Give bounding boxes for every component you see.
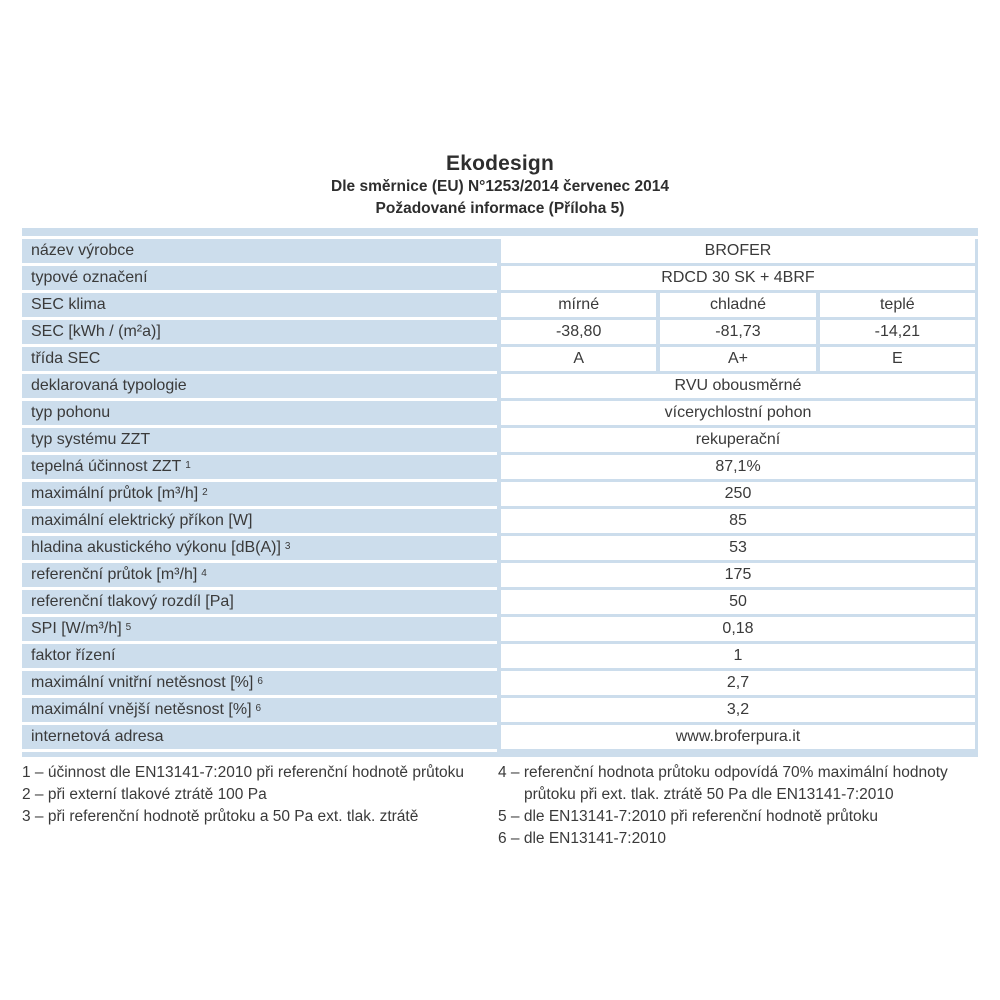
table-row <box>22 428 978 455</box>
value-cell: teplé <box>820 293 975 317</box>
value-cell: 85 <box>501 509 975 533</box>
row-label <box>22 590 497 617</box>
document-header <box>0 152 1000 220</box>
row-label <box>22 644 497 671</box>
value-cell: 0,18 <box>501 617 975 641</box>
value-cell: www.broferpura.it <box>501 725 975 749</box>
value-cell: mírné <box>501 293 656 317</box>
row-values <box>497 293 978 320</box>
row-values <box>497 509 978 536</box>
table-row <box>22 563 978 590</box>
row-label <box>22 293 497 320</box>
value-cell: A <box>501 347 656 371</box>
row-values <box>497 428 978 455</box>
table-row <box>22 644 978 671</box>
row-values <box>497 347 978 374</box>
table-row <box>22 347 978 374</box>
row-values <box>497 698 978 725</box>
row-label: tepelná účinnost ZZT 1 <box>22 455 497 482</box>
row-label-text: referenční průtok [m³/h] <box>31 566 198 583</box>
value-cell: -81,73 <box>660 320 815 344</box>
row-label: maximální vnější netěsnost [%] 6 <box>22 698 497 725</box>
row-values <box>497 671 978 698</box>
row-values <box>497 536 978 563</box>
row-label-text: deklarovaná typologie <box>31 377 187 394</box>
row-label <box>22 725 497 752</box>
row-values <box>497 401 978 428</box>
table-row <box>22 536 978 563</box>
row-values <box>497 266 978 293</box>
row-label-text: referenční tlakový rozdíl [Pa] <box>31 593 234 610</box>
row-label <box>22 239 497 266</box>
table-row <box>22 293 978 320</box>
value-cell: 87,1% <box>501 455 975 479</box>
row-values <box>497 482 978 509</box>
row-label <box>22 509 497 536</box>
value-cell: 1 <box>501 644 975 668</box>
row-values <box>497 320 978 347</box>
footnote-item: 5 – dle EN13141-7:2010 při referenční hodnotě průtoku <box>498 808 879 825</box>
row-label-text: maximální průtok [m³/h] <box>31 485 199 502</box>
row-label-text: SEC klima <box>31 296 106 313</box>
row-values <box>497 725 978 752</box>
row-label-text: maximální vnitřní netěsnost [%] <box>31 674 254 691</box>
row-label-text: tepelná účinnost ZZT <box>31 458 182 475</box>
footnote-item: 4 – referenční hodnota průtoku odpovídá 70% maximální hodnoty průtoku při ext. tlak. ztrátě 50 Pa dle EN13141-7:2010 <box>498 764 948 803</box>
table-row <box>22 455 978 482</box>
value-cell: -14,21 <box>820 320 975 344</box>
table-row <box>22 698 978 725</box>
row-label-text: faktor řízení <box>31 647 116 664</box>
footnotes <box>22 762 984 850</box>
ecodesign-spec-table <box>22 228 978 757</box>
value-cell: RDCD 30 SK + 4BRF <box>501 266 975 290</box>
value-cell: -38,80 <box>501 320 656 344</box>
table-row <box>22 320 978 347</box>
row-label-text: název výrobce <box>31 242 135 259</box>
row-label-text: maximální elektrický příkon [W] <box>31 512 253 529</box>
table-row <box>22 509 978 536</box>
row-values <box>497 617 978 644</box>
row-label-text: typ systému ZZT <box>31 431 151 448</box>
footnote-item: 1 – účinnost dle EN13141-7:2010 při referenční hodnotě průtoku <box>22 764 465 781</box>
table-row <box>22 482 978 509</box>
row-values <box>497 455 978 482</box>
row-values <box>497 644 978 671</box>
row-label <box>22 347 497 374</box>
value-cell: 50 <box>501 590 975 614</box>
directive-subtitle: Dle směrnice (EU) N°1253/2014 červenec 2014 <box>331 178 669 195</box>
table-row <box>22 266 978 293</box>
table-row <box>22 590 978 617</box>
row-values <box>497 563 978 590</box>
value-cell: rekuperační <box>501 428 975 452</box>
value-cell: vícerychlostní pohon <box>501 401 975 425</box>
row-label-text: třída SEC <box>31 350 101 367</box>
row-label-text: internetová adresa <box>31 728 164 745</box>
row-label-text: typ pohonu <box>31 404 111 421</box>
table-row <box>22 401 978 428</box>
row-label: hladina akustického výkonu [dB(A)] 3 <box>22 536 497 563</box>
spec-table-body <box>22 236 978 752</box>
footnotes-column-left <box>22 762 474 850</box>
row-label <box>22 428 497 455</box>
row-values <box>497 590 978 617</box>
row-label-text: hladina akustického výkonu [dB(A)] <box>31 539 281 556</box>
row-label-text: SEC [kWh / (m²a)] <box>31 323 161 340</box>
value-cell: BROFER <box>501 239 975 263</box>
row-label: SPI [W/m³/h] 5 <box>22 617 497 644</box>
table-row <box>22 725 978 752</box>
value-cell: E <box>820 347 975 371</box>
row-label: referenční průtok [m³/h] 4 <box>22 563 497 590</box>
row-label-text: maximální vnější netěsnost [%] <box>31 701 252 718</box>
table-row <box>22 239 978 266</box>
footnote-item: 6 – dle EN13141-7:2010 <box>498 830 667 847</box>
footnote-item: 2 – při externí tlakové ztrátě 100 Pa <box>22 786 267 803</box>
footnote-item: 3 – při referenční hodnotě průtoku a 50 Pa ext. tlak. ztrátě <box>22 808 419 825</box>
value-cell: 2,7 <box>501 671 975 695</box>
page-title: Ekodesign <box>446 152 554 175</box>
footnotes-column-right <box>498 762 988 850</box>
table-row <box>22 671 978 698</box>
value-cell: 250 <box>501 482 975 506</box>
row-label <box>22 266 497 293</box>
table-row <box>22 374 978 401</box>
value-cell: RVU obousměrné <box>501 374 975 398</box>
value-cell: chladné <box>660 293 815 317</box>
row-label: maximální vnitřní netěsnost [%] 6 <box>22 671 497 698</box>
row-values <box>497 239 978 266</box>
row-label <box>22 320 497 347</box>
row-label-text: SPI [W/m³/h] <box>31 620 122 637</box>
annex-subtitle: Požadované informace (Příloha 5) <box>375 200 625 217</box>
table-row <box>22 617 978 644</box>
row-label: maximální průtok [m³/h] 2 <box>22 482 497 509</box>
row-label <box>22 401 497 428</box>
value-cell: 3,2 <box>501 698 975 722</box>
row-label-text: typové označení <box>31 269 148 286</box>
value-cell: A+ <box>660 347 815 371</box>
row-values <box>497 374 978 401</box>
value-cell: 53 <box>501 536 975 560</box>
value-cell: 175 <box>501 563 975 587</box>
row-label <box>22 374 497 401</box>
